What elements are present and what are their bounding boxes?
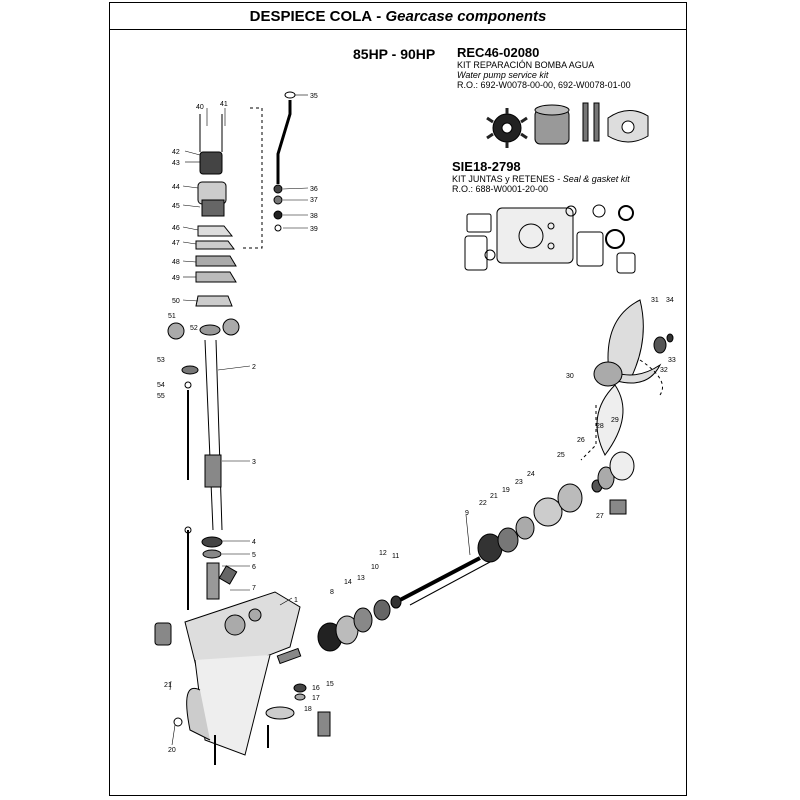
callout-7: 7: [252, 585, 256, 592]
callout-52: 52: [190, 325, 198, 332]
callout-22: 22: [479, 500, 487, 507]
callout-18: 18: [304, 706, 312, 713]
callout-16: 16: [312, 685, 320, 692]
pump-kit-ref: R.O.: 692-W0078-00-00, 692-W0078-01-00: [457, 80, 631, 90]
callout-29: 29: [611, 417, 619, 424]
callout-36: 36: [310, 186, 318, 193]
callout-27: 27: [596, 513, 604, 520]
reverse-gear-assembly: [478, 452, 634, 562]
callout-43: 43: [172, 160, 180, 167]
callout-37: 37: [310, 197, 318, 204]
callout-23: 23: [515, 479, 523, 486]
callout-31: 31: [651, 297, 659, 304]
callout-48: 48: [172, 259, 180, 266]
callout-19: 19: [502, 487, 510, 494]
callout-44: 44: [172, 184, 180, 191]
callout-25: 25: [557, 452, 565, 459]
title-english: Gearcase components: [385, 7, 547, 25]
callout-50: 50: [172, 298, 180, 305]
lower-parts: [266, 648, 330, 736]
callout-51: 51: [168, 313, 176, 320]
callout-3: 3: [252, 459, 256, 466]
pump-kit-name-es: KIT REPARACIÓN BOMBA AGUA: [457, 60, 595, 70]
propeller-shaft: [400, 558, 490, 605]
callout-55: 55: [157, 393, 165, 400]
callout-20: 20: [168, 747, 176, 754]
callout-46: 46: [172, 225, 180, 232]
callout-47: 47: [172, 240, 180, 247]
pump-kit-code: REC46-02080: [457, 45, 540, 60]
title-separator: -: [372, 7, 386, 25]
pump-kit-picture: [487, 103, 648, 148]
callout-6: 6: [252, 564, 256, 571]
propeller: [581, 300, 673, 460]
drive-shaft: [182, 340, 222, 530]
callout-38: 38: [310, 213, 318, 220]
seal-kit-code: SIE18-2798: [452, 159, 521, 174]
callout-26: 26: [577, 437, 585, 444]
callout-40: 40: [196, 104, 204, 111]
callout-10: 10: [371, 564, 379, 571]
callout-17: 17: [312, 695, 320, 702]
gearcase-housing: [155, 592, 300, 765]
seal-kit-picture: [465, 205, 635, 273]
callout-9: 9: [465, 510, 469, 517]
callout-5: 5: [252, 552, 256, 559]
model-label: 85HP - 90HP: [353, 46, 436, 62]
callout-2: 2: [252, 364, 256, 371]
seal-kit-name-en: Seal & gasket kit: [562, 174, 630, 184]
callout-15: 15: [326, 681, 334, 688]
water-tube: [242, 92, 295, 248]
forward-gear-assembly: [318, 596, 401, 651]
callout-35: 35: [310, 93, 318, 100]
callout-11: 11: [392, 553, 400, 560]
callout-30: 30: [566, 373, 574, 380]
callout-4: 4: [252, 539, 256, 546]
callout-32: 32: [660, 367, 668, 374]
seal-kit-separator: -: [554, 174, 563, 184]
seal-kit-ref: R.O.: 688-W0001-20-00: [452, 184, 549, 194]
title-spanish: DESPIECE COLA: [249, 7, 373, 25]
callout-45: 45: [172, 203, 180, 210]
callout-41: 41: [220, 101, 228, 108]
callout-42: 42: [172, 149, 180, 156]
callout-21b: 21: [490, 493, 498, 500]
callout-13: 13: [357, 575, 365, 582]
callout-8: 8: [330, 589, 334, 596]
callout-34: 34: [666, 297, 674, 304]
callout-12: 12: [379, 550, 387, 557]
callout-54: 54: [157, 382, 165, 389]
callout-33: 33: [668, 357, 676, 364]
callout-1: 1: [294, 597, 298, 604]
callout-21: 21: [164, 682, 172, 689]
callout-24: 24: [527, 471, 535, 478]
callout-14: 14: [344, 579, 352, 586]
callout-28: 28: [596, 423, 604, 430]
callout-49: 49: [172, 275, 180, 282]
shaft-bearings: [185, 527, 237, 610]
seal-kit-name-es: KIT JUNTAS y RETENES: [452, 174, 555, 184]
callout-53: 53: [157, 357, 165, 364]
callout-39: 39: [310, 226, 318, 233]
pump-kit-name-en: Water pump service kit: [457, 70, 549, 80]
